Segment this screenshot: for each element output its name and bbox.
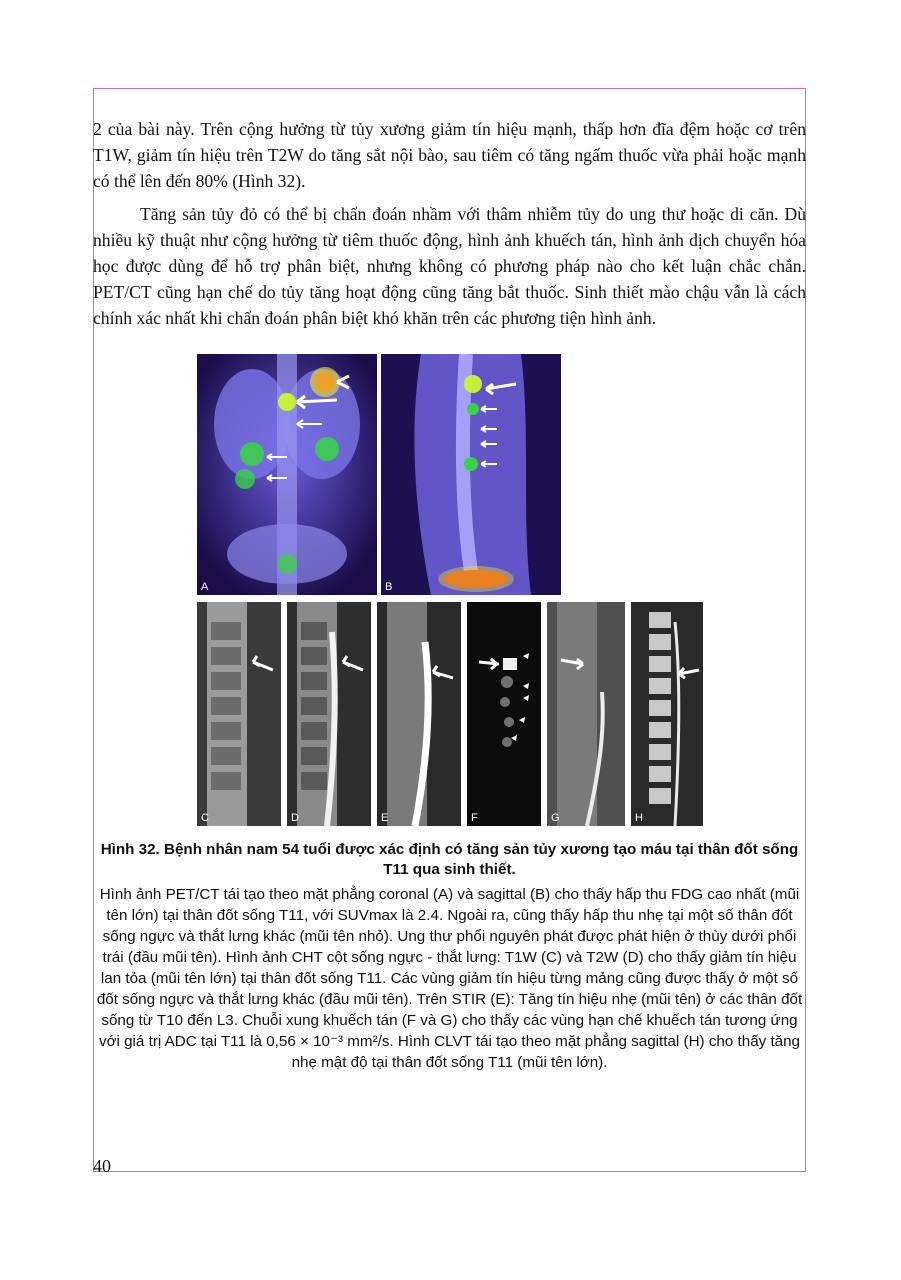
figure-panel-a-pet-coronal (197, 354, 377, 595)
paragraph-2: Tăng sản tủy đỏ có thể bị chẩn đoán nhầm với thâm nhiễm tủy do ung thư hoặc di căn. Dù nhiều kỹ thuật như cộng hưởng từ tiêm thuốc động, hình ảnh khuếch tán, hình ảnh dịch chuyển hóa học được dùng để hỗ trợ phân biệt, nhưng không có phương pháp nào cho kết luận chắc chắn. PET/CT cũng hạn chế do tủy tăng hoạt động cũng tăng bắt thuốc. Sinh thiết mào chậu vẫn là cách chính xác nhất khi chẩn đoán phân biệt khó khăn trên các phương tiện hình ảnh. (93, 204, 806, 328)
panel-label-f: F (471, 812, 478, 824)
figure-caption-body: Hình ảnh PET/CT tái tạo theo mặt phẳng coronal (A) và sagittal (B) cho thấy hấp thu FDG cao nhất (mũi tên lớn) tại thân đốt sống T11, với SUVmax là 2.4. Ngoài ra, cũng thấy hấp thu nhẹ tại một số thân đốt sống ngực và thắt lưng khác (mũi tên nhỏ). Ung thư phổi nguyên phát được phát hiện ở thùy dưới phổi trái (đầu mũi tên). Hình ảnh CHT cột sống ngực - thắt lưng: T1W (C) và T2W (D) cho thấy giảm tín hiệu lan tỏa (mũi tên lớn) tại thân đốt sống T11. Các vùng giảm tín hiệu từng mảng cũng được thấy ở một số đốt sống ngực và thắt lưng khác (đầu mũi tên). Trên STIR (E): Tăng tín hiệu nhẹ (mũi tên) ở các thân đốt sống từ T10 đến L3. Chuỗi xung khuếch tán (F và G) cho thấy các vùng hạn chế khuếch tán tương ứng với giá trị ADC tại T11 là 0,56 × 10⁻³ mm²/s. Hình CLVT tái tạo theo mặt phẳng sagittal (H) cho thấy tăng nhẹ mật độ tại thân đốt sống T11 (mũi tên lớn). (96, 886, 803, 1071)
figure-panel-h-ct-sagittal (631, 602, 703, 826)
panel-label-a: A (201, 581, 209, 593)
figure-panel-c-t1w (197, 602, 281, 826)
panel-label-e: E (381, 812, 389, 824)
figure-panel-e-stir (377, 602, 461, 826)
panel-label-c: C (201, 812, 209, 824)
panel-label-h: H (635, 812, 643, 824)
page-number: 40 (93, 1156, 111, 1176)
panel-label-g: G (551, 812, 560, 824)
figure-panel-f-dwi (467, 602, 541, 826)
figure-panel-d-t2w (287, 602, 371, 826)
panel-label-d: D (291, 812, 299, 824)
figure-caption-title: Hình 32. Bệnh nhân nam 54 tuổi được xác định có tăng sản tủy xương tạo máu tại thân đốt sống T11 qua sinh thiết. (100, 841, 799, 878)
panel-label-b: B (385, 581, 393, 593)
paragraph-1: 2 của bài này. Trên cộng hưởng từ tủy xương giảm tín hiệu mạnh, thấp hơn đĩa đệm hoặc cơ trên T1W, giảm tín hiệu trên T2W do tăng sắt nội bào, sau tiêm có tăng ngấm thuốc vừa phải hoặc mạnh có thể lên đến 80% (Hình 32). (93, 119, 806, 191)
figure-panel-g-adc (547, 602, 625, 826)
figure-panel-b-pet-sagittal (381, 354, 561, 595)
body-text (93, 116, 806, 331)
